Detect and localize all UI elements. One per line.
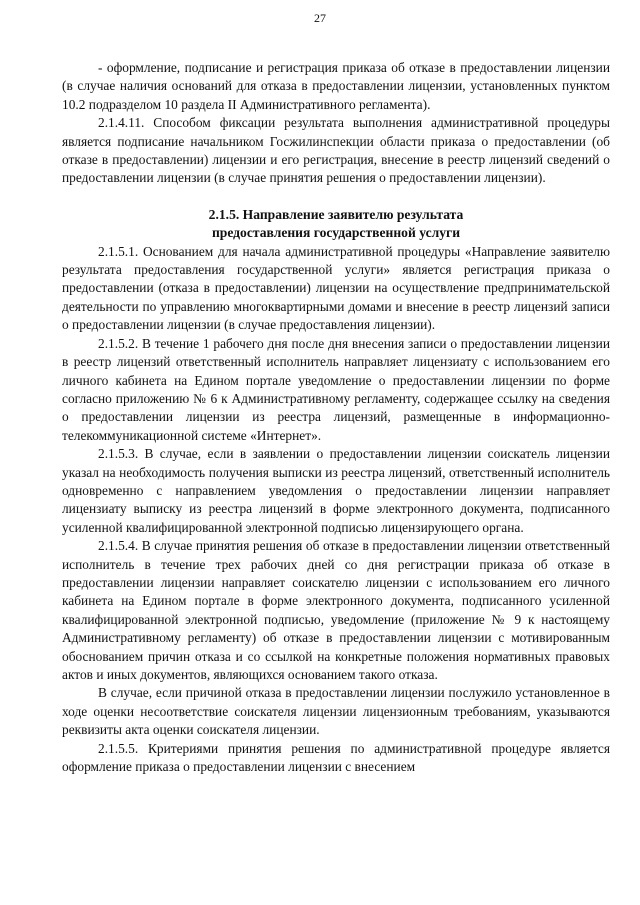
paragraph-2-1-5-2: 2.1.5.2. В течение 1 рабочего дня после дня внесения записи о предоставлении лицензии в реестр лицензий ответственный исполнитель направляет лицензиату с использованием его личного кабинета на Едином портале уведомление о предоставлении лицензии по форме согласно приложению № 6 к Административному регламенту, содержащее ссылку на сведения о предоставлении лицензии из реестра лицензий, размещенные в информационно-телекоммуникационной системе «Интернет».	[62, 335, 610, 443]
page-number: 27	[314, 11, 326, 25]
section-heading-line-1: 2.1.5. Направление заявителю результата	[208, 206, 464, 222]
paragraph-2-1-5-1: 2.1.5.1. Основанием для начала административной процедуры «Направление заявителю результата предоставления государственной услуги» является регистрация приказа о предоставлении (отказа в предоставлении) лицензии на осуществление предпринимательской деятельности по управлению многоквартирными домами и внесение в реестр лицензий записи о предоставлении лицензии (в случае предоставления лицензии).	[62, 243, 610, 333]
paragraph-refusal-reason: В случае, если причиной отказа в предоставлении лицензии послужило установленное в ходе оценки несоответствие соискателя лицензии лицензионным требованиям, указываются реквизиты акта оценки соискателя лицензии.	[62, 685, 610, 738]
section-heading-line-2: предоставления государственной услуги	[211, 225, 461, 241]
document-body	[62, 59, 610, 776]
paragraph-2-1-5-5: 2.1.5.5. Критериями принятия решения по административной процедуре является оформление приказа о предоставлении лицензии с внесением	[62, 740, 610, 775]
paragraph-2-1-5-3: 2.1.5.3. В случае, если в заявлении о предоставлении лицензии соискатель лицензии указал на необходимость получения выписки из реестра лицензий, ответственный исполнитель одновременно с направлением уведомления о предоставлении лицензии направляет лицензиату выписку из реестра лицензий в форме электронного документа, подписанного усиленной квалифицированной электронной подписью лицензирующего органа.	[62, 446, 610, 535]
section-heading	[62, 206, 610, 243]
paragraph-2-1-4-11: 2.1.4.11. Способом фиксации результата выполнения административной процедуры является подписание начальником Госжилинспекции области приказа о предоставлении (об отказе в предоставлении) лицензии и его регистрация, внесение в реестр лицензий сведений о предоставлении лицензии (в случае принятия решения о предоставлении лицензии).	[62, 115, 610, 186]
paragraph-2-1-5-4: 2.1.5.4. В случае принятия решения об отказе в предоставлении лицензии ответственный исполнитель в течение трех рабочих дней со дня регистрации приказа об отказе в предоставлении лицензии направляет соискателю лицензии с использованием его личного кабинета на Едином портале в форме электронного документа, подписанного усиленной квалифицированной электронной подписью, уведомление (приложение № 9 к настоящему Административному регламенту) об отказе в предоставлении лицензии с мотивированным обоснованием причин отказа и со ссылкой на конкретные положения нормативных правовых актов и иных документов, являющихся основанием такого отказа.	[62, 538, 610, 682]
paragraph-refusal-order: - оформление, подписание и регистрация приказа об отказе в предоставлении лицензии (в случае наличия оснований для отказа в предоставлении лицензии, установленных пунктом 10.2 подразделом 10 раздела II Административного регламента).	[62, 60, 610, 112]
